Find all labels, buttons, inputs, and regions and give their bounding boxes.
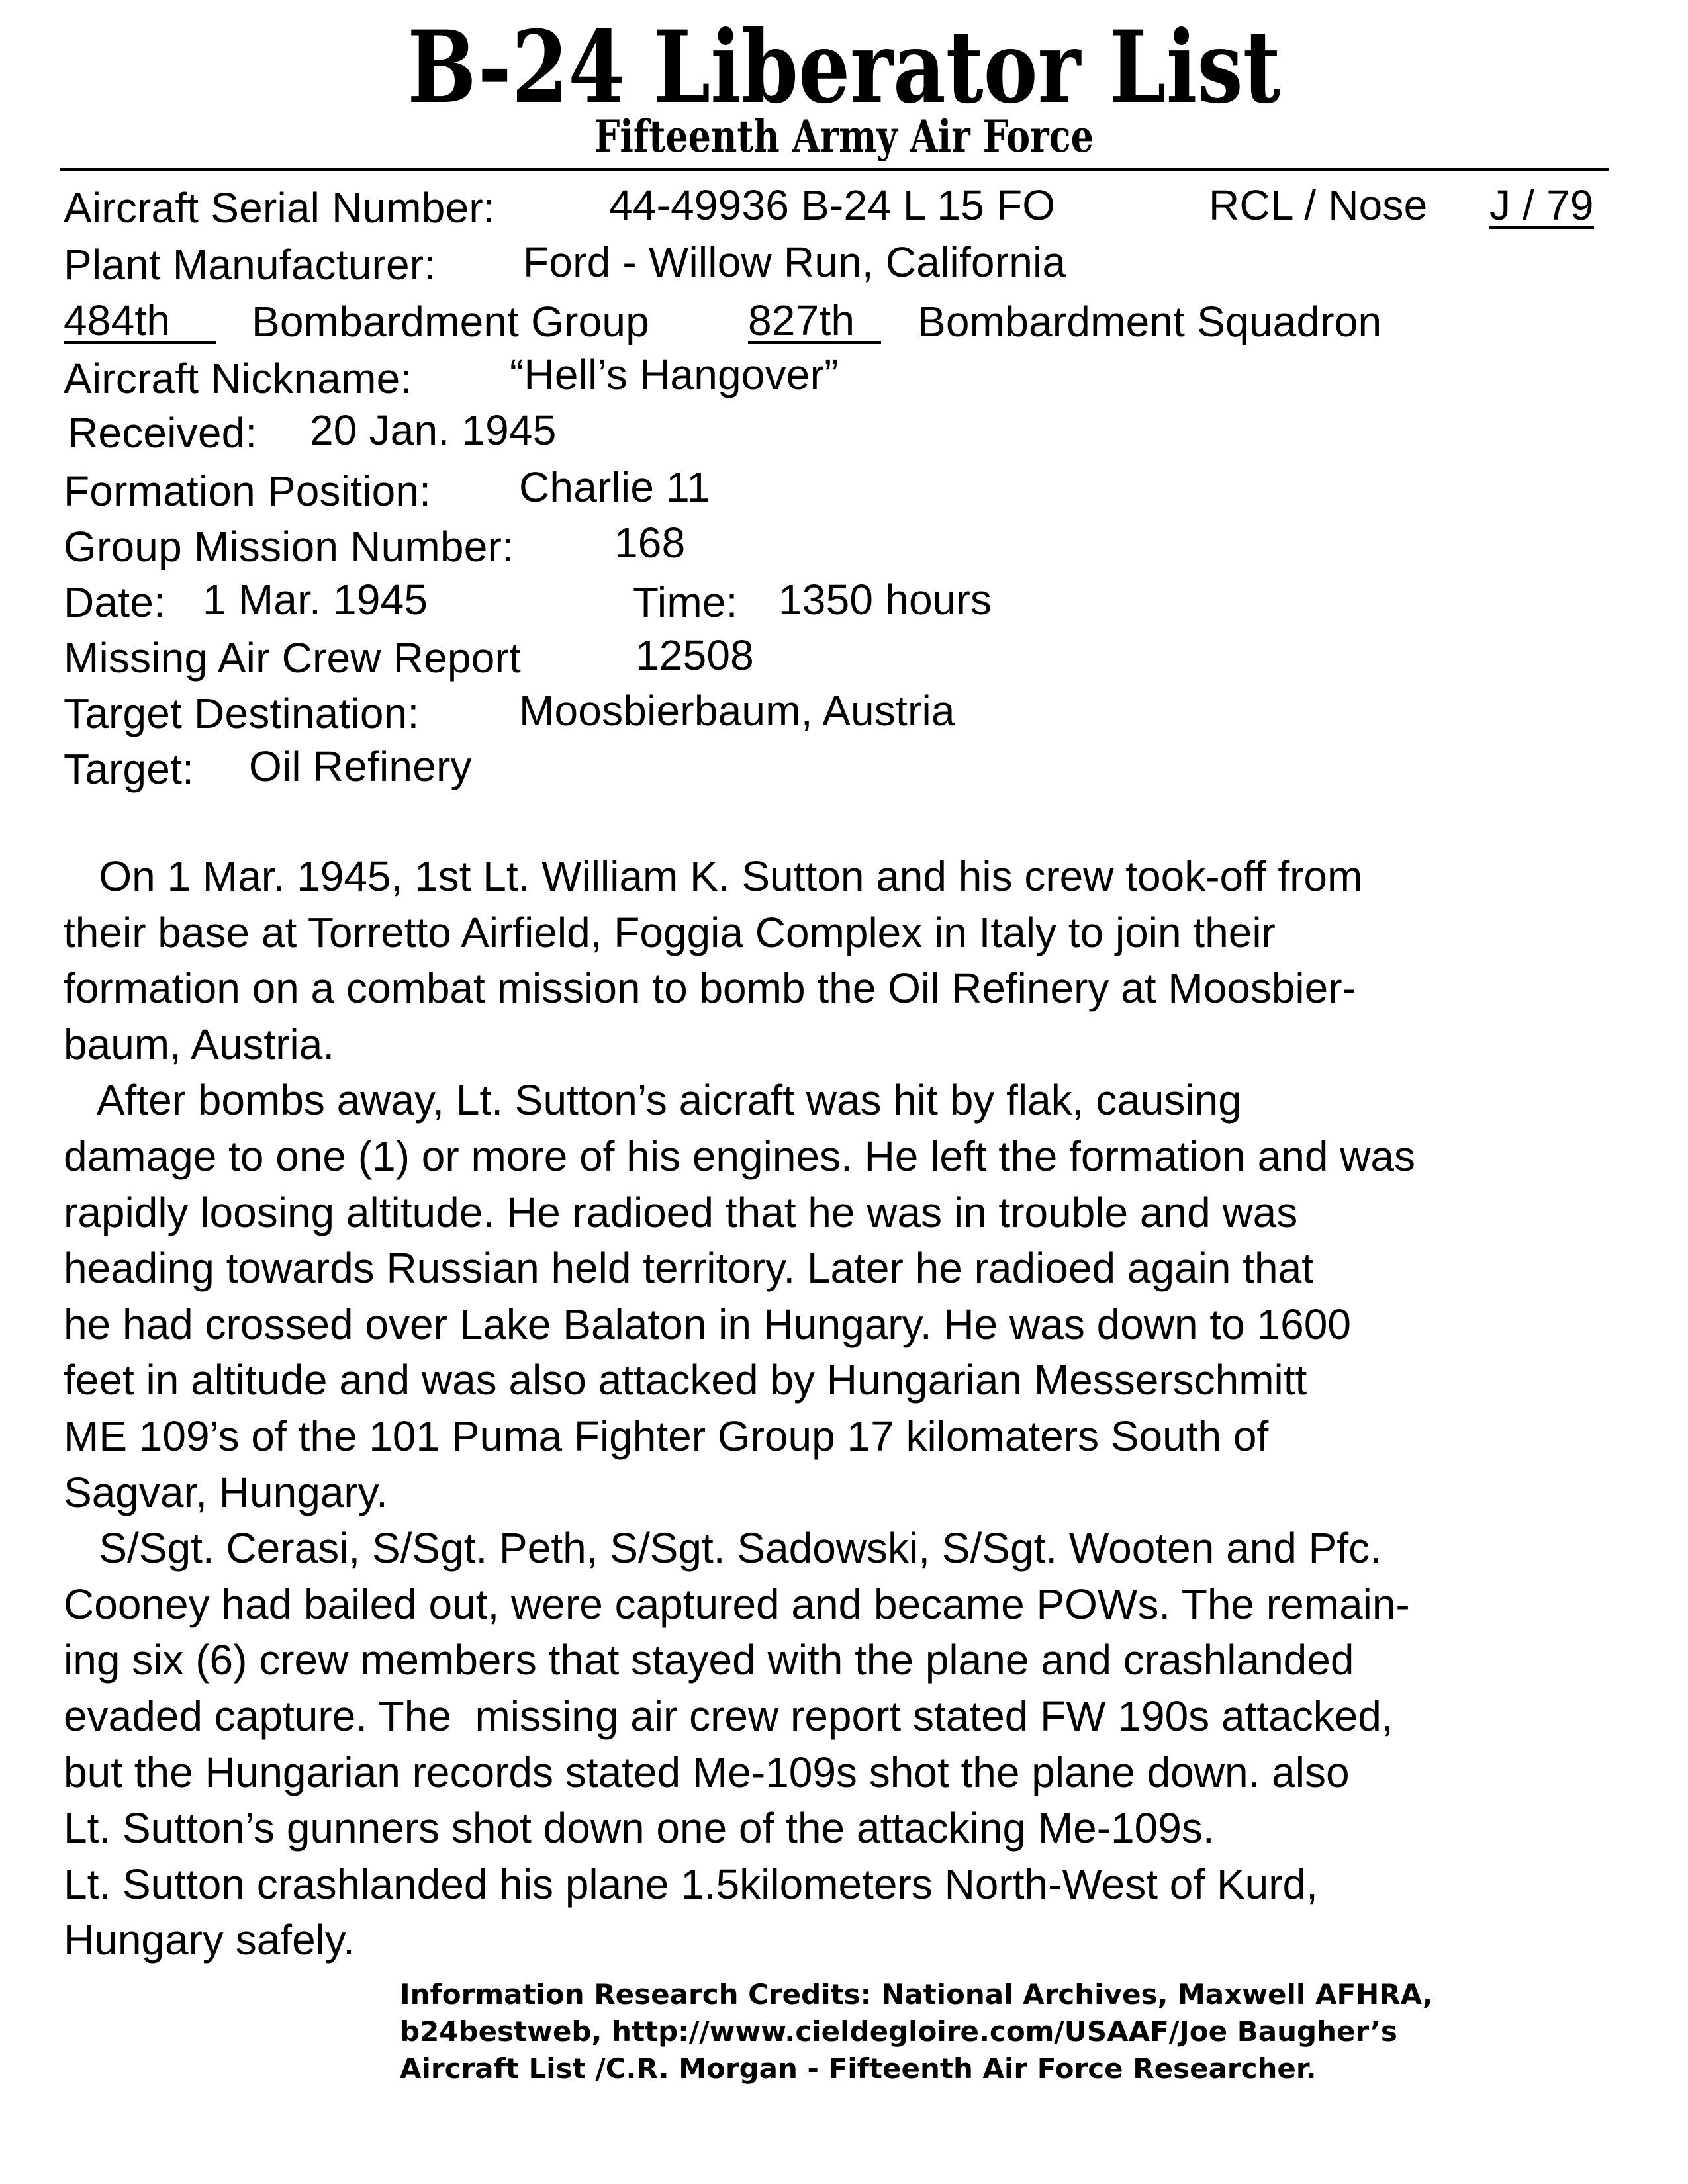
bomb-squadron-value-text: 827th	[748, 299, 881, 344]
target-value: Oil Refinery	[249, 743, 472, 790]
mission-number-value: 168	[614, 519, 686, 567]
narrative-line: Lt. Sutton crashlanded his plane 1.5kilometers North-West of Kurd,	[64, 1860, 1318, 1908]
rcl-nose-label: RCL / Nose	[1209, 181, 1428, 229]
serial-number-value: 44-49936 B-24 L 15 FO	[609, 181, 1056, 229]
bomb-group-value	[64, 294, 216, 347]
mission-number-label: Group Mission Number:	[64, 523, 514, 570]
narrative-line: but the Hungarian records stated Me-109s shot the plane down. also	[64, 1748, 1350, 1796]
bomb-squadron-label: Bombardment Squadron	[917, 298, 1382, 345]
narrative-line: evaded capture. The missing air crew report stated FW 190s attacked,	[64, 1692, 1393, 1740]
narrative-line: damage to one (1) or more of his engines. He left the formation and was	[64, 1132, 1415, 1180]
narrative-line: ME 109’s of the 101 Puma Fighter Group 17 kilomaters South of	[64, 1412, 1269, 1460]
bomb-group-value-text: 484th	[64, 299, 216, 344]
narrative-line: rapidly loosing altitude. He radioed that he was in trouble and was	[64, 1188, 1298, 1236]
narrative-line: Cooney had bailed out, were captured and became POWs. The remain-	[64, 1580, 1410, 1628]
time-value: 1350 hours	[778, 576, 992, 623]
document-subtitle: Fifteenth Army Air Force	[594, 111, 1094, 162]
narrative-line: On 1 Mar. 1945, 1st Lt. William K. Sutton and his crew took-off from	[64, 852, 1363, 900]
narrative-line: Sagvar, Hungary.	[64, 1468, 388, 1516]
narrative-line: baum, Austria.	[64, 1020, 335, 1068]
macr-label: Missing Air Crew Report	[64, 634, 522, 682]
formation-position-label: Formation Position:	[64, 467, 432, 515]
rcl-nose-value-text: J / 79	[1489, 181, 1594, 229]
narrative-line: Hungary safely.	[64, 1916, 355, 1964]
document-title: B-24 Liberator List	[407, 9, 1281, 126]
credits-line: Aircraft List /C.R. Morgan - Fifteenth Air Force Researcher.	[400, 2052, 1317, 2085]
manufacturer-label: Plant Manufacturer:	[64, 241, 436, 289]
rcl-nose-value	[1489, 179, 1594, 232]
time-label: Time:	[633, 578, 738, 626]
header-divider	[60, 168, 1609, 171]
narrative-line: formation on a combat mission to bomb the Oil Refinery at Moosbier-	[64, 964, 1356, 1013]
date-value: 1 Mar. 1945	[203, 576, 428, 623]
macr-value: 12508	[635, 631, 754, 679]
narrative-line: S/Sgt. Cerasi, S/Sgt. Peth, S/Sgt. Sadowski, S/Sgt. Wooten and Pfc.	[64, 1524, 1382, 1572]
target-destination-value: Moosbierbaum, Austria	[519, 687, 955, 735]
target-destination-label: Target Destination:	[64, 690, 420, 737]
narrative-line: their base at Torretto Airfield, Foggia Complex in Italy to join their	[64, 908, 1276, 956]
received-value: 20 Jan. 1945	[310, 406, 557, 454]
narrative-line: feet in altitude and was also attacked by Hungarian Messerschmitt	[64, 1356, 1307, 1404]
target-label: Target:	[64, 745, 195, 793]
nickname-value: “Hell’s Hangover”	[510, 351, 839, 398]
manufacturer-value: Ford - Willow Run, California	[523, 238, 1066, 286]
date-label: Date:	[64, 578, 165, 626]
credits-line: b24bestweb, http://www.cieldegloire.com/USAAF/Joe Baugher’s	[400, 2015, 1397, 2048]
narrative-line: ing six (6) crew members that stayed with the plane and crashlanded	[64, 1636, 1354, 1684]
serial-number-label: Aircraft Serial Number:	[64, 184, 495, 232]
bomb-group-label: Bombardment Group	[252, 298, 650, 345]
narrative-line: After bombs away, Lt. Sutton’s aicraft was hit by flak, causing	[64, 1076, 1242, 1124]
narrative-line: heading towards Russian held territory. Later he radioed again that	[64, 1244, 1313, 1293]
mission-narrative	[64, 848, 1665, 1968]
nickname-label: Aircraft Nickname:	[64, 355, 412, 402]
formation-position-value: Charlie 11	[519, 463, 710, 511]
narrative-line: he had crossed over Lake Balaton in Hungary. He was down to 1600	[64, 1300, 1351, 1348]
credits-line: Information Research Credits: National Archives, Maxwell AFHRA,	[400, 1978, 1433, 2011]
narrative-line: Lt. Sutton’s gunners shot down one of the attacking Me-109s.	[64, 1804, 1215, 1852]
bomb-squadron-value	[748, 294, 881, 347]
research-credits	[400, 1976, 1433, 2087]
received-label: Received:	[68, 409, 258, 457]
